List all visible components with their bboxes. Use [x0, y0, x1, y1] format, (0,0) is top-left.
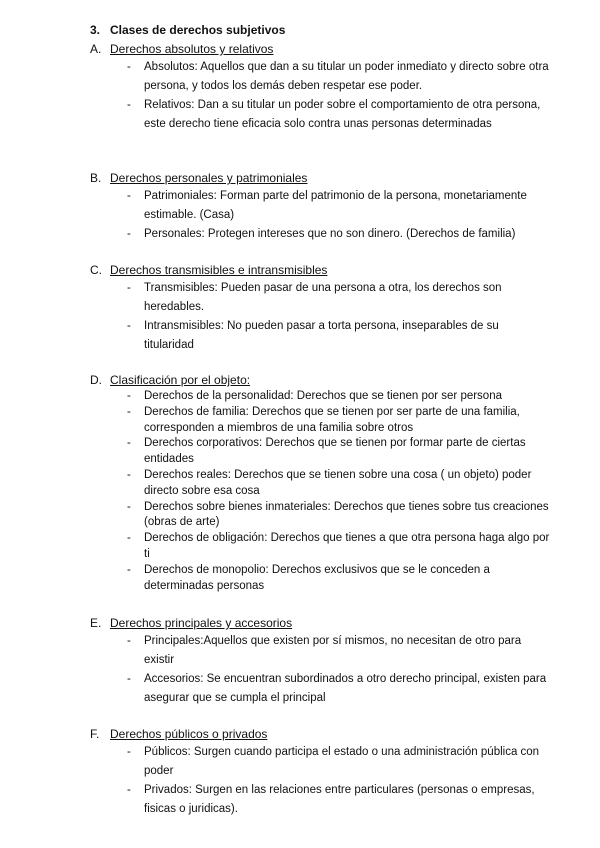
section-a	[90, 40, 550, 134]
section-letter: F.	[90, 727, 100, 741]
section-list	[90, 743, 550, 818]
section-letter: B.	[90, 171, 102, 185]
list-item: - Derechos de la personalidad: Derechos que se tienen por ser persona	[90, 389, 550, 405]
section-letter: C.	[90, 263, 102, 277]
list-item: - Accesorios: Se encuentran subordinados a otro derecho principal, existen para asegurar que se cumpla el principal	[90, 670, 550, 707]
section-list	[90, 632, 550, 707]
section-list	[90, 187, 550, 244]
section-heading-text: Derechos públicos o privados	[110, 727, 268, 741]
section-letter: A.	[90, 42, 102, 56]
list-item: - Derechos de monopolio: Derechos exclusivos que se le conceden a determinadas personas	[90, 563, 550, 595]
section-heading-text: Derechos principales y accesorios	[110, 616, 293, 630]
section-list	[90, 389, 550, 594]
list-item: - Derechos de familia: Derechos que se tienen por ser parte de una familia, corresponden a miembros de una familia sobre otros	[90, 405, 550, 437]
list-item: - Relativos: Dan a su titular un poder sobre el comportamiento de otra persona, este derecho tiene eficacia solo contra unas personas determinadas	[90, 96, 550, 133]
section-heading-text: Derechos transmisibles e intransmisibles	[110, 263, 328, 277]
section-c	[90, 261, 550, 355]
section-heading-text: Derechos personales y patrimoniales	[110, 171, 308, 185]
section-heading-text: Derechos absolutos y relativos	[110, 42, 274, 56]
list-item: - Transmisibles: Pueden pasar de una persona a otra, los derechos son heredables.	[90, 279, 550, 316]
list-item: - Privados: Surgen en las relaciones entre particulares (personas o empresas, fisicas o juridicas).	[90, 781, 550, 818]
list-item: - Absolutos: Aquellos que dan a su titular un poder inmediato y directo sobre otra persona, y todos los demás deben respetar ese poder.	[90, 58, 550, 95]
section-letter: E.	[90, 616, 102, 630]
list-item: - Derechos corporativos: Derechos que se tienen por formar parte de ciertas entidades	[90, 436, 550, 468]
section-heading	[90, 725, 550, 743]
section-e	[90, 614, 550, 708]
section-heading	[90, 371, 550, 389]
section-letter: D.	[90, 373, 102, 387]
section-heading	[90, 614, 550, 632]
list-item: - Derechos sobre bienes inmateriales: Derechos que tienes sobre tus creaciones (obras de arte)	[90, 500, 550, 532]
list-item: - Intransmisibles: No pueden pasar a torta persona, inseparables de su titularidad	[90, 317, 550, 354]
section-heading	[90, 40, 550, 58]
section-f	[90, 725, 550, 819]
document-title	[90, 23, 285, 37]
list-item: - Personales: Protegen intereses que no son dinero. (Derechos de familia)	[90, 225, 550, 244]
section-b	[90, 169, 550, 245]
title-text: Clases de derechos subjetivos	[110, 23, 286, 37]
section-list	[90, 279, 550, 354]
title-number: 3.	[90, 23, 101, 37]
section-list	[90, 58, 550, 133]
section-heading	[90, 169, 550, 187]
list-item: - Públicos: Surgen cuando participa el estado o una administración pública con poder	[90, 743, 550, 780]
section-heading-text: Clasificación por el objeto:	[110, 373, 251, 387]
section-d	[90, 371, 550, 594]
list-item: - Derechos reales: Derechos que se tienen sobre una cosa ( un objeto) poder directo sobre esa cosa	[90, 468, 550, 500]
list-item: - Principales:Aquellos que existen por sí mismos, no necesitan de otro para existir	[90, 632, 550, 669]
list-item: - Patrimoniales: Forman parte del patrimonio de la persona, monetariamente estimable. (Casa)	[90, 187, 550, 224]
section-heading	[90, 261, 550, 279]
list-item: - Derechos de obligación: Derechos que tienes a que otra persona haga algo por ti	[90, 531, 550, 563]
